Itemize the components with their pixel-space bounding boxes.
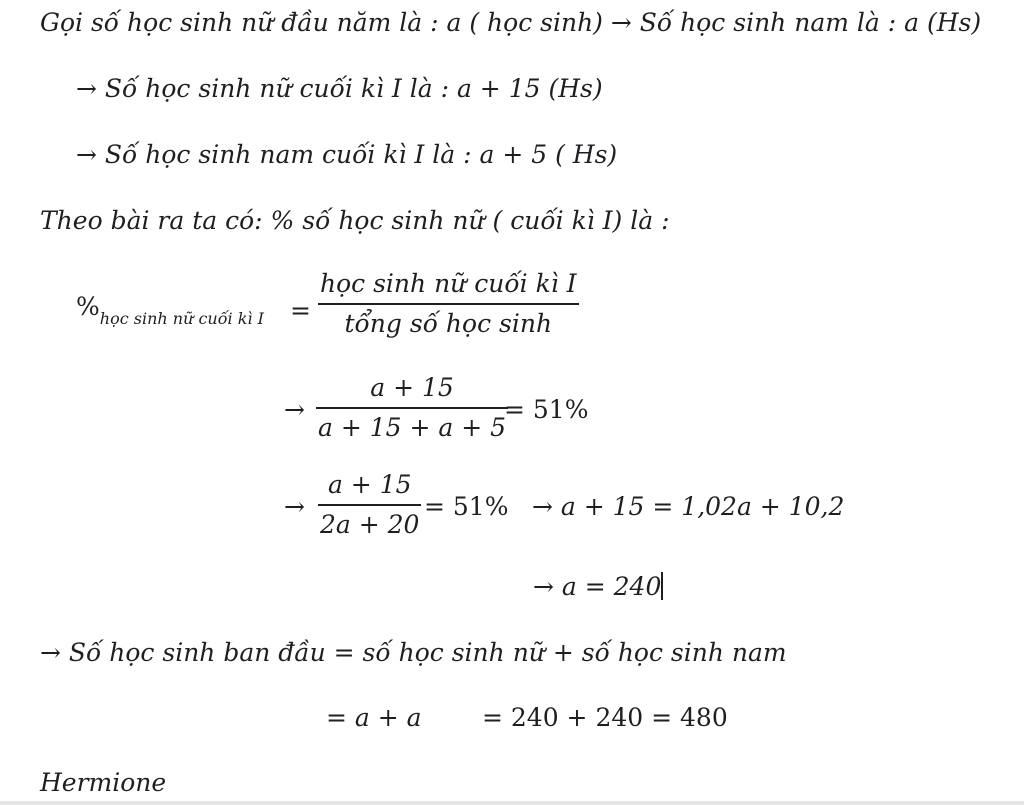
fraction-denominator: tổng số học sinh [344,309,553,338]
percent-symbol [76,292,264,328]
arrow-3: → [284,492,305,521]
percent-subscript: học sinh nữ cuối kì I [99,309,264,328]
page-bottom-band [0,801,1024,805]
line-definition: Gọi số học sinh nữ đầu năm là : a ( học sinh) → Số học sinh nam là : a (Hs) [40,8,982,37]
linear-equation: → a + 15 = 1,02a + 10,2 [532,492,845,521]
calc-expression: = a + a [326,703,422,732]
simplified-rhs: = 51% [424,492,509,521]
line-girls-end-term: → Số học sinh nữ cuối kì I là : a + 15 (Hs) [76,74,603,103]
fraction-denominator: 2a + 20 [320,510,420,539]
arrow-2: → [284,395,305,424]
fraction-simplified [318,469,421,541]
fraction-numerator: a + 15 [370,373,454,402]
line-total-students: → Số học sinh ban đầu = số học sinh nữ + số học sinh nam [40,638,787,667]
equals-sign-1: = [290,296,311,325]
fraction-numerator: học sinh nữ cuối kì I [320,269,577,298]
fraction-bar [318,303,579,305]
percent-sign: % [76,292,100,321]
line-statement: Theo bài ra ta có: % số học sinh nữ ( cuối kì I) là : [40,206,670,235]
author-signature: Hermione [40,768,167,797]
fraction-equation [316,372,508,444]
equation-rhs: = 51% [504,395,589,424]
fraction-denominator: a + 15 + a + 5 [318,413,507,442]
solution-line: → a = 240 [533,572,662,601]
fraction-definition [318,268,579,340]
line-boys-end-term: → Số học sinh nam cuối kì I là : a + 5 ( Hs) [76,140,618,169]
fraction-numerator: a + 15 [327,470,412,499]
fraction-bar [318,504,421,506]
text-cursor [661,572,663,600]
fraction-bar [316,407,508,409]
calc-result: = 240 + 240 = 480 [482,703,728,732]
